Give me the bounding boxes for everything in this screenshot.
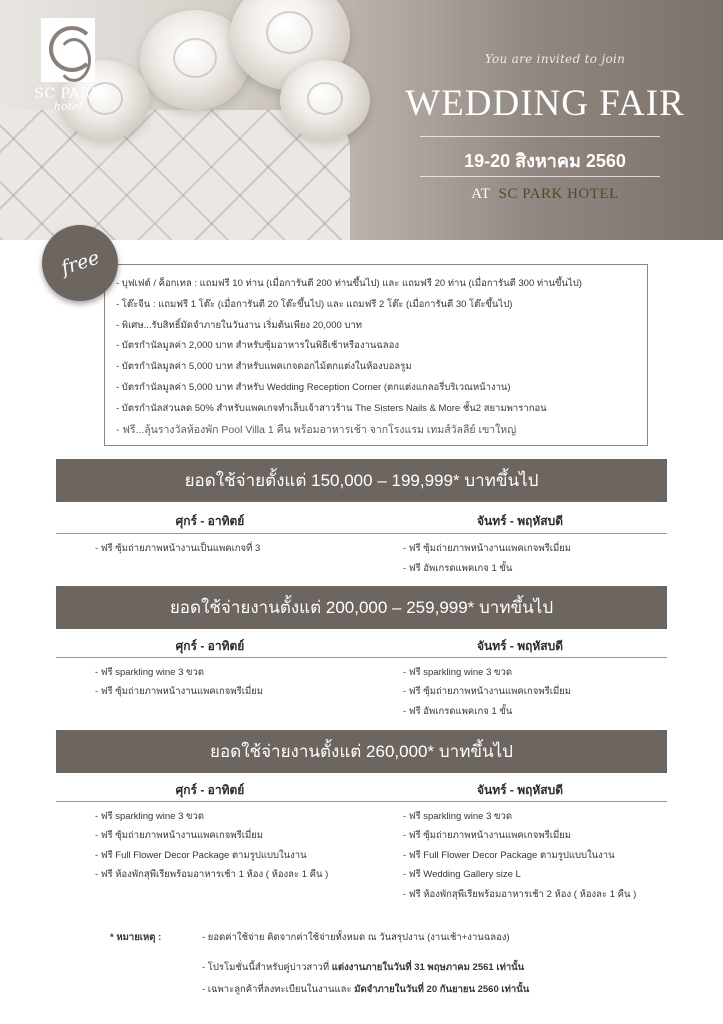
weekday-label: จันทร์ - พฤหัสบดี bbox=[476, 639, 564, 653]
benefit-item: - ฟรี ซุ้มถ่ายภาพหน้างานแพคเกจพรีเมี่ยม bbox=[403, 543, 572, 554]
benefit-item: - ฟรี Full Flower Decor Package ตามรูปแบบในงาน bbox=[403, 850, 615, 861]
benefit-item: - ฟรี อัพเกรดแพคเกจ 1 ขั้น bbox=[403, 563, 513, 574]
benefit-item: - ฟรี ห้องพักสุพีเรียพร้อมอาหารเช้า 2 ห้อง ( ห้องละ 1 คืน ) bbox=[403, 889, 637, 900]
free-badge-label: free bbox=[58, 246, 102, 280]
free-badge bbox=[42, 225, 118, 301]
benefit-item: - ฟรี ห้องพักสุพีเรียพร้อมอาหารเช้า 1 ห้อง ( ห้องละ 1 คืน ) bbox=[95, 869, 329, 880]
note-emphasis: แต่งงานภายในวันที่ 31 พฤษภาคม 2561 เท่านั้น bbox=[331, 962, 525, 973]
note-emphasis: มัดจำภายในวันที่ 20 กันยายน 2560 เท่านั้น bbox=[354, 984, 530, 995]
benefit-item: - ฟรี sparkling wine 3 ขวด bbox=[95, 667, 205, 678]
perk-item: - บัตรกำนัลมูลค่า 5,000 บาท สำหรับ Wedding Reception Corner (ตกแต่งแกลอรี่บริเวณหน้างาน) bbox=[116, 381, 511, 393]
notes-label: * หมายเหตุ : bbox=[110, 932, 162, 943]
divider bbox=[56, 801, 667, 802]
benefit-item: - ฟรี ซุ้มถ่ายภาพหน้างานแพคเกจพรีเมี่ยม bbox=[403, 686, 572, 697]
benefit-item: - ฟรี อัพเกรดแพคเกจ 1 ขั้น bbox=[403, 706, 513, 717]
perk-item: - บัตรกำนัลส่วนลด 50% สำหรับแพคเกจทำเล็บเจ้าสาวร้าน The Sisters Nails & More ชั้น2 สยามพารากอน bbox=[116, 402, 547, 414]
perk-item: - ฟรี...ลุ้นรางวัลห้องพัก Pool Villa 1 คืน พร้อมอาหารเช้า จากโรงแรม เทมส์วัลลีย์ เขาใหญ่ bbox=[116, 423, 517, 436]
note-text: - โปรโมชั่นนี้สำหรับคู่บ่าวสาวที่ bbox=[202, 962, 332, 973]
event-date: 19-20 สิงหาคม 2560 bbox=[464, 151, 626, 171]
note-item bbox=[202, 982, 529, 997]
divider bbox=[420, 136, 660, 137]
logo-mark-icon bbox=[41, 18, 95, 82]
divider bbox=[56, 657, 667, 658]
weekday-label: จันทร์ - พฤหัสบดี bbox=[476, 514, 564, 528]
note-text: - เฉพาะลูกค้าที่ลงทะเบียนในงานและ bbox=[202, 984, 355, 995]
divider bbox=[420, 176, 660, 177]
note-item: - ยอดค่าใช้จ่าย คิดจากค่าใช้จ่ายทั้งหมด ณ วันสรุปงาน (งานเช้า+งานฉลอง) bbox=[202, 932, 510, 943]
invite-line: You are invited to join bbox=[484, 52, 626, 66]
benefit-item: - ฟรี sparkling wine 3 ขวด bbox=[403, 667, 513, 678]
venue-name: SC PARK HOTEL bbox=[498, 186, 619, 202]
hotel-logo bbox=[30, 18, 106, 113]
benefit-item: - ฟรี Wedding Gallery size L bbox=[403, 869, 521, 880]
logo-sub: hotel bbox=[53, 100, 83, 113]
benefit-item: - ฟรี ซุ้มถ่ายภาพหน้างานแพคเกจพรีเมี่ยม bbox=[95, 830, 264, 841]
tier-header: ยอดใช้จ่ายงานตั้งแต่ 260,000* บาทขึ้นไป bbox=[56, 730, 667, 773]
perk-item: - บัตรกำนัลมูลค่า 5,000 บาท สำหรับแพคเกจดอกไม้ตกแต่งในห้องบอลรูม bbox=[116, 361, 412, 373]
tier-header: ยอดใช้จ่ายตั้งแต่ 150,000 – 199,999* บาทขึ้นไป bbox=[56, 459, 667, 502]
page-title: WEDDING FAIR bbox=[405, 83, 685, 124]
perk-item: - โต๊ะจีน : แถมฟรี 1 โต๊ะ (เมื่อการันตี 20 โต๊ะขึ้นไป) และ แถมฟรี 2 โต๊ะ (เมื่อการันตี 30 โต๊ะขึ้นไป) bbox=[116, 298, 513, 310]
rose-decoration bbox=[280, 60, 370, 140]
tier-header: ยอดใช้จ่ายงานตั้งแต่ 200,000 – 259,999* บาทขึ้นไป bbox=[56, 586, 667, 629]
venue bbox=[380, 186, 710, 203]
weekend-label: ศุกร์ - อาทิตย์ bbox=[175, 783, 245, 797]
perks-list bbox=[116, 274, 646, 440]
weekday-label: จันทร์ - พฤหัสบดี bbox=[476, 783, 564, 797]
perk-item: - บุฟเฟต์ / ค็อกเทล : แถมฟรี 10 ท่าน (เมื่อการันตี 200 ท่านขึ้นไป) และ แถมฟรี 20 ท่าน (เมื่อการันตี 300 ท่านขึ้นไป) bbox=[116, 278, 582, 289]
benefit-item: - ฟรี sparkling wine 3 ขวด bbox=[403, 811, 513, 822]
divider bbox=[56, 533, 667, 534]
perk-item: - พิเศษ...รับสิทธิ์มัดจำภายในวันงาน เริ่มต้นเพียง 20,000 บาท bbox=[116, 319, 363, 331]
perk-item: - บัตรกำนัลมูลค่า 2,000 บาท สำหรับซุ้มอาหารในพิธีเช้าหรืองานฉลอง bbox=[116, 340, 399, 352]
logo-name: SC PARK bbox=[34, 86, 102, 102]
weekend-label: ศุกร์ - อาทิตย์ bbox=[175, 514, 245, 528]
benefit-item: - ฟรี Full Flower Decor Package ตามรูปแบบในงาน bbox=[95, 850, 307, 861]
note-item bbox=[202, 960, 524, 975]
benefit-item: - ฟรี ซุ้มถ่ายภาพหน้างานเป็นแพคเกจที่ 3 bbox=[95, 543, 261, 554]
benefit-item: - ฟรี ซุ้มถ่ายภาพหน้างานแพคเกจพรีเมี่ยม bbox=[403, 830, 572, 841]
venue-at: AT bbox=[471, 186, 491, 202]
benefit-item: - ฟรี ซุ้มถ่ายภาพหน้างานแพคเกจพรีเมี่ยม bbox=[95, 686, 264, 697]
hero-banner bbox=[0, 0, 723, 240]
weekend-label: ศุกร์ - อาทิตย์ bbox=[175, 639, 245, 653]
benefit-item: - ฟรี sparkling wine 3 ขวด bbox=[95, 811, 205, 822]
